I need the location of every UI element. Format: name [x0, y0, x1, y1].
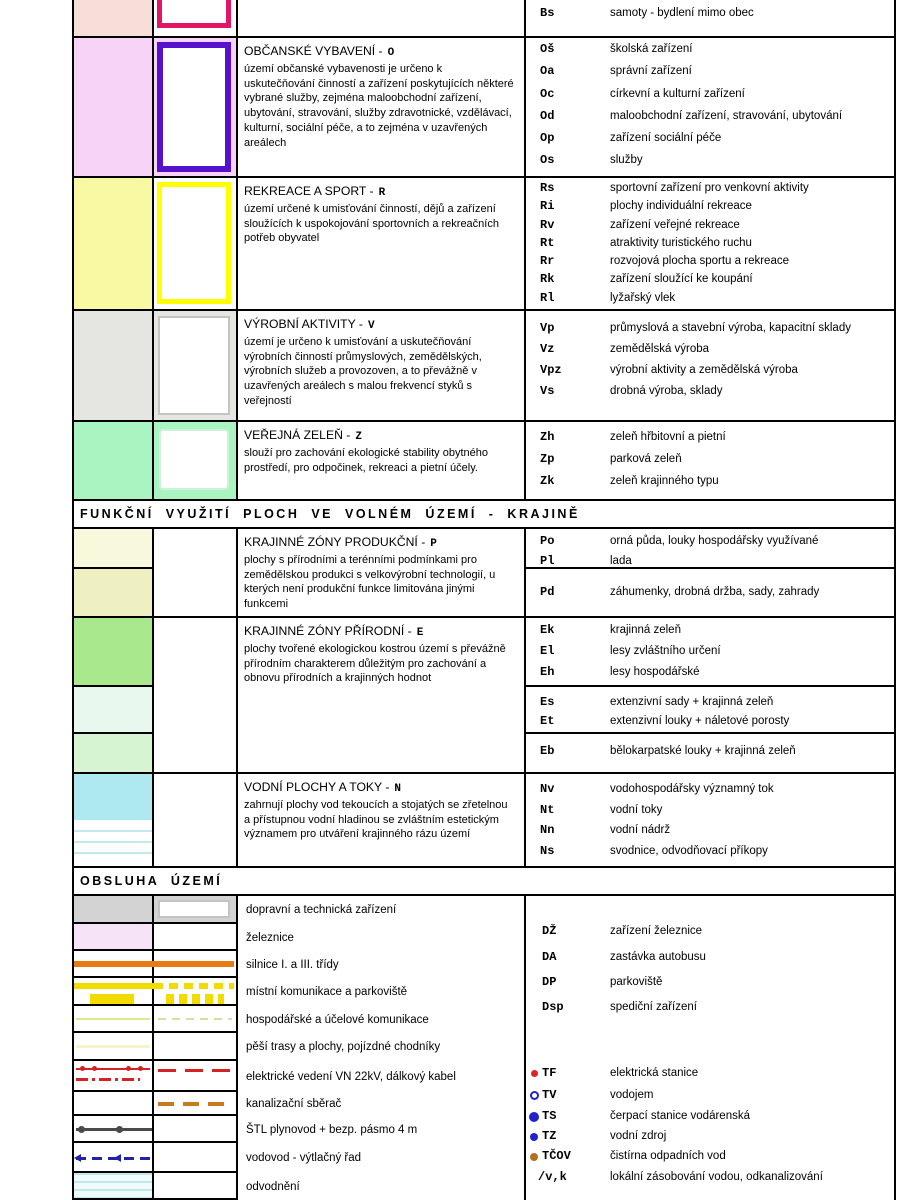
zone-code-desc: zařízení sloužící ke koupání [610, 273, 753, 286]
obsluha-symbols-elektricke [74, 1061, 236, 1092]
obsluha-label-text: ŠTL plynovod + bezp. pásmo 4 m [246, 1123, 418, 1136]
obcanske-description-cell [238, 38, 526, 176]
zone-code: Dsp [542, 1000, 564, 1014]
zone-description: území určené k umisťování činností, dějů a zařízení sloužících k uspokojování sportovních a rekreačních potřeb obyvatel [244, 203, 499, 245]
zone-code: TF [542, 1066, 557, 1080]
zelen-color-swatch [74, 422, 154, 499]
water-line-icon [74, 841, 152, 843]
zone-letter: V [367, 320, 375, 332]
zone-code: /v,k [538, 1170, 567, 1184]
code-line [526, 695, 894, 714]
vodni-codes-cell [526, 774, 894, 866]
zone-description: slouží pro zachování ekologické stability obytného prostředí, pro odpočinek, rekreaci a pietní účely. [244, 447, 488, 474]
zone-code: TZ [542, 1129, 557, 1143]
elektricke-cell [74, 1061, 154, 1090]
zone-code-desc: školská zařízení [610, 43, 693, 55]
kanalizace-cell [74, 1092, 154, 1114]
rekreace-boundary-box-icon [157, 182, 231, 304]
code-line [526, 131, 894, 153]
obsluha-label-text: silnice I. a III. třídy [246, 958, 339, 971]
zone-code: Eh [540, 665, 555, 679]
samoty-symbol-cell [154, 0, 238, 36]
zone-code: TS [542, 1109, 557, 1123]
obsluha-label [238, 1092, 524, 1116]
zone-code-desc: extenzivní louky + náletové porosty [610, 715, 790, 727]
zone-code-desc: zeleň krajinného typu [610, 475, 719, 487]
zone-code-desc: zařízení železnice [610, 925, 703, 937]
odvodneni-cell2 [154, 1173, 236, 1198]
code-line [526, 452, 894, 474]
prirodni-symbol-cell [154, 618, 238, 772]
produkcni-symbol-cell [154, 529, 238, 616]
section-header-krajina: FUNKČNÍ VYUŽITÍ PLOCH VE VOLNÉM ÚZEMÍ - KRAJINĚ [74, 501, 894, 529]
zone-code-desc: výrobní aktivity a zemědělská výroba [610, 364, 798, 376]
code-line [526, 363, 894, 384]
zone-code: TV [542, 1088, 557, 1102]
zone-code-desc: lokální zásobování vodou, odkanalizování [610, 1171, 823, 1183]
zone-code: Rs [540, 181, 555, 195]
power-dashed-line-icon [158, 1069, 232, 1072]
zone-code: El [540, 644, 555, 658]
obsluha-label [238, 951, 524, 978]
obsluha-symbols-silnice [74, 951, 236, 978]
obsluha-symbols-hospodarske [74, 1006, 236, 1033]
zone-code: Os [540, 153, 555, 168]
zone-code-desc: parkoviště [610, 976, 663, 988]
wastewater-plant-dot-icon [530, 1153, 538, 1161]
obsluha-label-text: pěší trasy a plochy, pojízdné chodníky [246, 1041, 441, 1053]
zone-title [244, 428, 516, 443]
zone-code-desc: extenzivní sady + krajinná zeleň [610, 696, 774, 708]
row-obcanske-vybaveni [74, 38, 894, 178]
vodni-color-swatch [74, 774, 154, 866]
zone-code: Bs [540, 6, 555, 20]
zone-code-desc: vodní toky [610, 803, 663, 816]
zone-code-desc: parková zeleň [610, 453, 682, 465]
produkcni-codes-cell [526, 529, 894, 616]
code-line [526, 181, 894, 199]
code-line [526, 1000, 894, 1018]
zone-title [244, 535, 516, 550]
obsluha-section-body [74, 896, 894, 1200]
obcanske-codes-cell [526, 38, 894, 176]
zone-title-text: OBČANSKÉ VYBAVENÍ - [244, 44, 383, 58]
code-line [526, 644, 894, 665]
gas-pipeline-dot-icon [78, 1126, 85, 1133]
zone-code: Vpz [540, 363, 562, 377]
zone-description: zahrnují plochy vod tekoucích a stojatých se zřetelnou a přístupnou vodní hladinou se zvláštním estetickým významem pro utváření krajinného rázu území [244, 799, 508, 841]
zone-title-text: KRAJINNÉ ZÓNY PŘÍRODNÍ - [244, 624, 412, 638]
code-line [526, 272, 894, 290]
zone-code-desc: spediční zařízení [610, 1001, 697, 1013]
zone-code-desc: vodní zdroj [610, 1130, 667, 1142]
zone-title-text: REKREACE A SPORT - [244, 184, 374, 198]
code-group [526, 529, 894, 569]
zone-code: Rv [540, 217, 555, 232]
code-line [526, 342, 894, 363]
power-line-dot-icon [126, 1066, 131, 1071]
produkcni-description-cell [238, 529, 526, 616]
zone-code-desc: rozvojová plocha sportu a rekreace [610, 255, 789, 268]
zone-code: Rt [540, 235, 555, 250]
zone-code: Ek [540, 623, 555, 637]
local-road-dashed-line-icon [154, 983, 234, 989]
zone-code-desc: sportovní zařízení pro venkovní aktivity [610, 182, 809, 194]
gas-pipeline-line-icon [76, 1128, 152, 1131]
power-line-dot-icon [138, 1066, 143, 1071]
zone-code: Vp [540, 321, 555, 335]
obcanske-color-swatch [74, 38, 154, 176]
code-line [526, 6, 894, 28]
code-group [526, 734, 894, 772]
zone-code-desc: lesy hospodářské [610, 666, 700, 678]
power-line-dot-icon [80, 1066, 85, 1071]
zone-code: Od [540, 108, 555, 123]
zone-title [244, 184, 516, 199]
zone-code-desc: zemědělská výroba [610, 343, 710, 355]
zone-code-desc: svodnice, odvodňovací příkopy [610, 844, 768, 857]
code-line [526, 474, 894, 496]
obsluha-label-text: kanalizační sběrač [246, 1098, 342, 1110]
zone-code-desc: zařízení sociální péče [610, 132, 722, 145]
zone-code-desc: čistírna odpadních vod [610, 1150, 726, 1162]
water-line-icon [74, 830, 152, 832]
obsluha-symbols-vodovod [74, 1143, 236, 1173]
rekreace-description-cell [238, 178, 526, 309]
vodni-symbol-cell [154, 774, 238, 866]
zone-description: území občanské vybavenosti je určeno k uskutečňování činností a zařízení poskytujících některé vybrané služby, zejména maloobchodní zařízení, ubytování, stravování, služby zdravotnické, vzdělávací, kulturní, sociální péče, a to zejména v uzavřených areálech [244, 63, 514, 149]
obcanske-boundary-box-icon [157, 42, 231, 172]
prirodni-codes-cell [526, 618, 894, 772]
zone-code: Es [540, 695, 555, 709]
obsluha-label [238, 1033, 524, 1061]
zone-code: Nn [540, 823, 555, 837]
samoty-description-cell [238, 0, 526, 36]
zone-code-desc: zeleň hřbitovní a pietní [610, 431, 726, 443]
zone-description: plochy s přírodními a terénními podmínkami pro zemědělskou produkci s velkovýrobní technologií, u kterých není produkční funkce limitována jinými funkcemi [244, 554, 496, 611]
obsluha-label-text: hospodářské a účelové komunikace [246, 1013, 429, 1026]
zone-code: Pl [540, 554, 555, 568]
parking-area-dashed-icon [166, 994, 224, 1004]
zone-code-desc: vodohospodářsky významný tok [610, 783, 774, 795]
zone-code-desc: služby [610, 154, 643, 167]
code-line [526, 384, 894, 405]
doprava-color-swatch [74, 896, 154, 922]
zone-code: Oa [540, 64, 555, 79]
code-line [526, 1088, 894, 1106]
row-krajinne-zony-produkcni [74, 529, 894, 618]
obsluha-labels-column [238, 896, 526, 1200]
rekreace-color-swatch [74, 178, 154, 309]
obsluha-label-text: železnice [246, 931, 294, 944]
zone-code: Op [540, 131, 555, 146]
vyrobni-boundary-box-icon [158, 316, 230, 415]
pump-station-dot-icon [529, 1112, 539, 1122]
code-line [526, 254, 894, 272]
zone-description: území je určeno k umisťování a uskutečňování výrobních činností průmyslových, zemědělských, výrobních služeb a provozoven, a to převážně v uzavřených areálech s malou frekvencí styků s veřejností [244, 336, 482, 407]
zone-letter: Z [355, 431, 362, 443]
zone-title-text: VÝROBNÍ AKTIVITY - [244, 317, 363, 331]
zone-letter: N [394, 783, 402, 795]
samoty-codes-cell [526, 0, 894, 36]
water-source-dot-icon [530, 1133, 538, 1141]
section-header-obsluha: OBSLUHA ÚZEMÍ [74, 868, 894, 896]
prirodni-description-cell [238, 618, 526, 772]
obsluha-label [238, 1061, 524, 1092]
parking-area-icon [90, 994, 134, 1004]
elektricke-cell2 [154, 1061, 236, 1090]
zone-code-desc: zastávka autobusu [610, 951, 706, 963]
code-line [526, 585, 894, 605]
zelen-description-cell [238, 422, 526, 499]
code-line [526, 823, 894, 844]
zone-code: Oc [540, 86, 555, 101]
zone-letter: O [387, 47, 395, 59]
zone-code-desc: samoty - bydlení mimo obec [610, 7, 754, 19]
zelen-codes-cell [526, 422, 894, 499]
code-line [526, 1170, 894, 1188]
zone-description: plochy tvořené ekologickou kostrou území s převážně přírodním charakterem důležitým pro zachování a obnovu přírodních a krajinných hodnot [244, 643, 506, 685]
obsluha-label [238, 896, 524, 924]
gas-pipeline-dot-icon [116, 1126, 123, 1133]
zone-code: Ns [540, 843, 555, 858]
power-line-dot-icon [92, 1066, 97, 1071]
code-group [526, 569, 894, 616]
zone-title-text: VEŘEJNÁ ZELEŇ - [244, 428, 351, 442]
prirodni-swatch-louky [74, 734, 152, 772]
zone-code: Pd [540, 585, 555, 599]
code-line [526, 623, 894, 644]
samoty-boundary-box-icon [157, 0, 231, 28]
code-line [526, 803, 894, 824]
zone-code: Rk [540, 272, 555, 287]
obsluha-label [238, 1143, 524, 1173]
rekreace-symbol-cell [154, 178, 238, 309]
vodni-description-cell [238, 774, 526, 866]
code-line [526, 924, 894, 942]
farm-road-dashed-line-icon [158, 1018, 232, 1020]
code-line [526, 844, 894, 865]
vyrobni-color-swatch [74, 311, 154, 420]
zone-code: Nv [540, 782, 555, 796]
zone-letter: R [378, 187, 386, 199]
vyrobni-description-cell [238, 311, 526, 420]
row-vyrobni-aktivity [74, 311, 894, 422]
obsluha-label [238, 978, 524, 1006]
zone-code: Ri [540, 199, 555, 214]
row-krajinne-zony-prirodni [74, 618, 894, 774]
code-line [526, 1066, 894, 1084]
zone-code: Rr [540, 254, 555, 269]
zone-code-desc: vodojem [610, 1089, 654, 1101]
code-line [526, 321, 894, 342]
zone-code-desc: vodní nádrž [610, 824, 671, 836]
obsluha-codes-cell [526, 896, 894, 1200]
doprava-box-cell [154, 896, 236, 922]
zone-code-desc: lyžařský vlek [610, 291, 676, 304]
zone-code-desc: maloobchodní zařízení, stravování, ubytování [610, 109, 843, 122]
doprava-boundary-box-icon [158, 900, 230, 918]
cable-dash-dot-line-icon [76, 1078, 140, 1081]
code-line [526, 950, 894, 968]
produkcni-swatch-orna [74, 529, 152, 569]
zone-code: Vs [540, 384, 555, 398]
code-line [526, 291, 894, 309]
obsluha-label [238, 924, 524, 951]
water-area-swatch [74, 774, 152, 820]
obsluha-symbols-dopravni [74, 896, 236, 924]
water-main-arrow-icon [114, 1154, 121, 1162]
zone-code-desc: zařízení veřejné rekreace [610, 218, 740, 231]
code-line [526, 218, 894, 236]
zone-title [244, 44, 516, 59]
code-line [526, 64, 894, 86]
zone-code: Zk [540, 474, 555, 488]
code-line [526, 534, 894, 554]
code-line [526, 42, 894, 64]
zone-code-desc: plochy individuální rekreace [610, 200, 752, 213]
row-samoty [74, 0, 894, 38]
zone-code: TČOV [542, 1149, 571, 1163]
obsluha-label-text: odvodnění [246, 1180, 300, 1193]
prirodni-swatch-zelen [74, 618, 152, 687]
vodovod-cell2 [154, 1143, 236, 1171]
drainage-stripes-swatch [74, 1173, 154, 1198]
local-road-line-icon [74, 983, 154, 989]
zone-code: DŽ [542, 924, 557, 938]
row-rekreace-sport [74, 178, 894, 311]
obcanske-symbol-cell [154, 38, 238, 176]
zone-code-desc: orná půda, louky hospodářsky využívané [610, 535, 819, 547]
code-line [526, 87, 894, 109]
zone-code: Et [540, 714, 555, 728]
obsluha-symbols-kanalizace [74, 1092, 236, 1116]
zone-code: DA [542, 950, 557, 964]
obsluha-symbol-columns [74, 896, 238, 1200]
zone-title-text: VODNÍ PLOCHY A TOKY - [244, 780, 390, 794]
sewer-dashed-line-icon [158, 1102, 230, 1106]
zone-code: Po [540, 534, 555, 548]
pesi-cell2 [154, 1033, 236, 1059]
produkcni-color-swatches [74, 529, 154, 616]
produkcni-swatch-zahumenky [74, 569, 152, 616]
obsluha-symbols-zeleznice [74, 924, 236, 951]
zone-code-desc: církevní a kulturní zařízení [610, 87, 745, 100]
zone-code-desc: bělokarpatské louky + krajinná zeleň [610, 745, 796, 757]
zone-code-desc: lada [610, 555, 632, 567]
code-line [526, 714, 894, 733]
zeleznice-box-cell [154, 924, 236, 949]
zone-code: Oš [540, 42, 555, 56]
zone-code-desc: elektrická stanice [610, 1067, 699, 1079]
legend-table [72, 0, 896, 1200]
zone-title [244, 624, 516, 639]
obsluha-symbols-pesi [74, 1033, 236, 1061]
code-line [526, 153, 894, 175]
obsluha-label [238, 1173, 524, 1200]
road-line-icon [74, 961, 234, 967]
zone-code-desc: drobná výroba, sklady [610, 385, 723, 397]
obsluha-label-text: místní komunikace a parkoviště [246, 986, 408, 998]
code-line [526, 199, 894, 217]
zone-code: Zp [540, 452, 555, 466]
rekreace-codes-cell [526, 178, 894, 309]
water-main-arrow-icon [74, 1154, 81, 1162]
zone-code: Nt [540, 802, 555, 817]
zone-title-text: KRAJINNÉ ZÓNY PRODUKČNÍ - [244, 535, 426, 549]
code-line [526, 109, 894, 131]
zone-code-desc: čerpací stanice vodárenská [610, 1110, 750, 1122]
zelen-boundary-box-icon [159, 429, 229, 490]
code-line [526, 1129, 894, 1147]
zone-code: DP [542, 975, 557, 989]
vyrobni-codes-cell [526, 311, 894, 420]
zone-title [244, 317, 516, 332]
prirodni-swatch-sady [74, 687, 152, 734]
code-line [526, 744, 894, 765]
obsluha-label-text: vodovod - výtlačný řad [246, 1152, 362, 1164]
samoty-color-swatch [74, 0, 154, 36]
code-line [526, 430, 894, 452]
zone-code-desc: atraktivity turistického ruchu [610, 236, 752, 249]
zone-title [244, 780, 516, 795]
zone-code-desc: lesy zvláštního určení [610, 645, 721, 657]
zeleznice-color-swatch [74, 924, 154, 949]
water-line-icon [74, 852, 152, 854]
zone-code-desc: krajinná zeleň [610, 624, 681, 636]
obsluha-symbols-odvodneni [74, 1173, 236, 1200]
electric-station-dot-icon [531, 1070, 538, 1077]
zelen-symbol-cell [154, 422, 238, 499]
row-vodni-plochy [74, 774, 894, 868]
code-line [526, 1149, 894, 1167]
obsluha-label-text: dopravní a technická zařízení [246, 904, 397, 916]
row-verejna-zelen [74, 422, 894, 501]
footpath-line-icon [76, 1045, 150, 1048]
zone-code-desc: správní zařízení [610, 65, 692, 78]
prirodni-color-swatches [74, 618, 154, 772]
zone-code: Zh [540, 430, 555, 444]
zone-code-desc: záhumenky, drobná držba, sady, zahrady [610, 586, 820, 598]
water-tower-ring-icon [530, 1091, 539, 1100]
plynovod-cell2 [154, 1116, 236, 1141]
code-group [526, 618, 894, 687]
obsluha-symbols-mistni [74, 978, 236, 1006]
code-line [526, 975, 894, 993]
code-line [526, 1109, 894, 1127]
zone-code: Vz [540, 342, 555, 356]
obsluha-label-text: elektrické vedení VN 22kV, dálkový kabel [246, 1070, 456, 1083]
obsluha-label [238, 1116, 524, 1143]
zone-code: Rl [540, 290, 555, 305]
code-line [526, 782, 894, 803]
zone-letter: P [430, 538, 437, 550]
zone-code: Eb [540, 744, 555, 758]
farm-road-line-icon [76, 1018, 150, 1020]
obsluha-label [238, 1006, 524, 1033]
code-line [526, 236, 894, 254]
obsluha-symbols-plynovod [74, 1116, 236, 1143]
code-line [526, 665, 894, 686]
code-group [526, 687, 894, 734]
vyrobni-symbol-cell [154, 311, 238, 420]
zone-code-desc: průmyslová a stavební výroba, kapacitní sklady [610, 322, 851, 334]
zone-letter: E [416, 627, 424, 639]
